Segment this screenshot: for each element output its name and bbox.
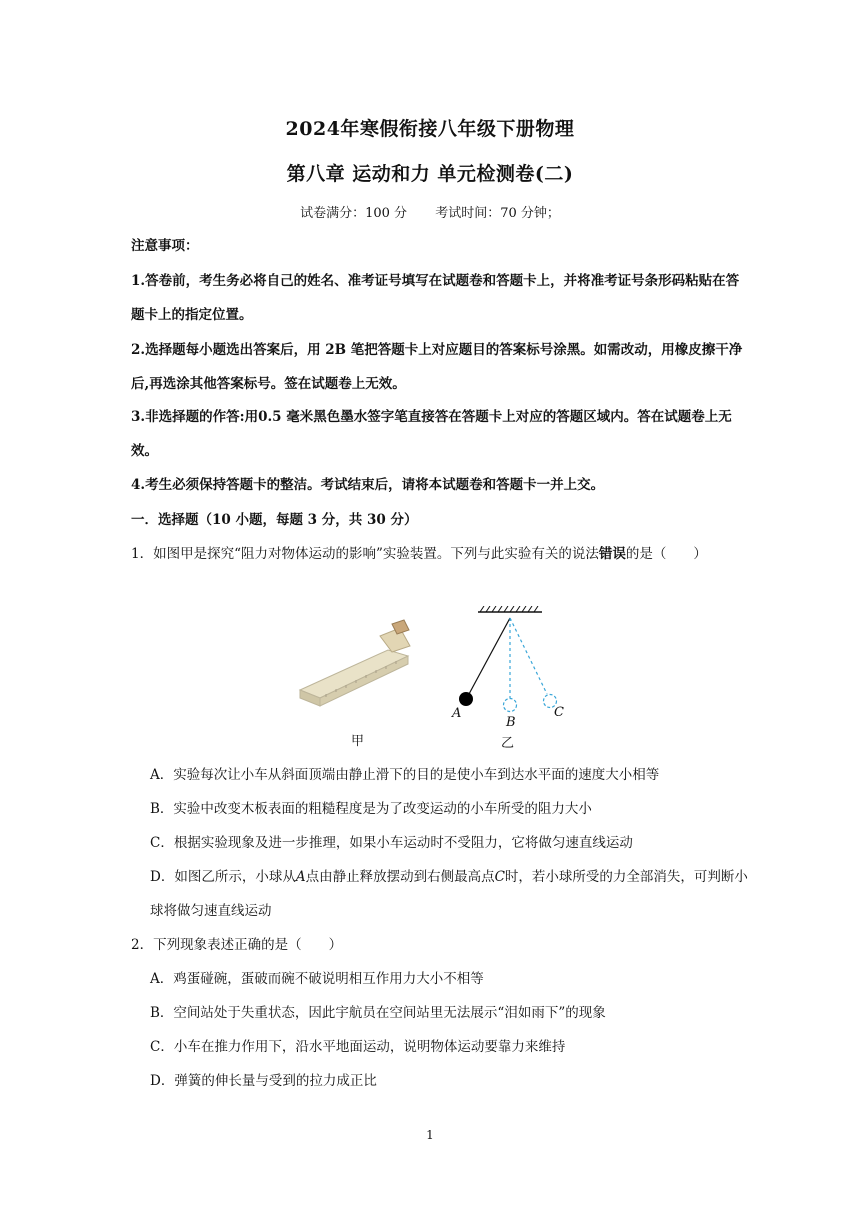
question-1-option-b: B．实验中改变木板表面的粗糙程度是为了改变运动的小车所受的阻力大小 bbox=[150, 801, 592, 817]
exam-meta bbox=[0, 202, 860, 221]
question-2-option-b: B．空间站处于失重状态，因此宇航员在空间站里无法展示“泪如雨下”的现象 bbox=[150, 1005, 606, 1021]
notice-item-1: 1.答卷前，考生务必将自己的姓名、准考证号填写在试题卷和答题卡上，并将准考证号条形码粘贴在答题卡上的指定位置。 bbox=[131, 273, 740, 323]
point-c-label: C bbox=[554, 705, 564, 720]
point-b-label: B bbox=[506, 715, 516, 730]
question-2-option-d: D．弹簧的伸长量与受到的拉力成正比 bbox=[150, 1073, 377, 1089]
chapter-title: 第八章 运动和力 单元检测卷(二) bbox=[286, 163, 574, 185]
question-2-option-c: C．小车在推力作用下，沿水平地面运动，说明物体运动要靠力来维持 bbox=[150, 1039, 566, 1055]
exam-title: 2024年寒假衔接八年级下册物理 bbox=[285, 118, 575, 140]
option-d-point-a: A bbox=[295, 869, 306, 885]
question-1-option-c: C．根据实验现象及进一步推理，如果小车运动时不受阻力，它将做匀速直线运动 bbox=[150, 835, 633, 851]
page-number: 1 bbox=[426, 1128, 434, 1142]
time-info: 考试时间：70 分钟； bbox=[435, 206, 560, 221]
point-a-label: A bbox=[452, 706, 462, 721]
notice-item-2: 2.选择题每小题选出答案后，用 2B 笔把答题卡上对应题目的答案标号涂黑。如需改动，用橡皮擦干净后,再选涂其他答案标号。签在试题卷上无效。 bbox=[131, 342, 743, 392]
question-1-stem-part2: 的是（ ） bbox=[625, 546, 707, 562]
ramp-apparatus bbox=[300, 620, 410, 706]
score-info: 试卷满分：100 分 bbox=[300, 206, 408, 221]
notice-item-4: 4.考生必须保持答题卡的整洁。考试结束后，请将本试题卷和答题卡一并上交。 bbox=[131, 477, 605, 493]
question-2-option-a: A．鸡蛋碰碗，蛋破而碗不破说明相互作用力大小不相等 bbox=[150, 971, 484, 987]
option-d-part1: D．如图乙所示，小球从 bbox=[150, 869, 296, 885]
option-d-part3: 时，若小球所受的力全部消失，可判断小球将做匀速直线运动 bbox=[150, 869, 748, 919]
figure-label-jia: 甲 bbox=[351, 734, 365, 749]
option-d-part2: 点由静止释放摆动到右侧最高点 bbox=[305, 869, 495, 885]
option-d-point-c: C bbox=[494, 869, 505, 885]
pendulum bbox=[459, 606, 557, 712]
notice-heading: 注意事项： bbox=[131, 238, 199, 254]
section-title: 一．选择题（10 小题，每题 3 分，共 30 分） bbox=[131, 512, 418, 528]
question-1-figure bbox=[296, 606, 586, 754]
question-1-option-d bbox=[150, 860, 750, 928]
figure-drawing bbox=[296, 606, 586, 754]
question-1-stem bbox=[131, 537, 751, 571]
figure-label-yi: 乙 bbox=[501, 736, 515, 751]
question-2-stem: 2．下列现象表述正确的是（ ） bbox=[131, 937, 343, 953]
question-1-emphasis: 错误 bbox=[598, 546, 626, 562]
notice-item-3: 3.非选择题的作答:用0.5 毫米黑色墨水签字笔直接答在答题卡上对应的答题区域内。答在试题卷上无效。 bbox=[131, 409, 732, 459]
question-1-option-a: A．实验每次让小车从斜面顶端由静止滑下的目的是使小车到达水平面的速度大小相等 bbox=[150, 767, 660, 783]
question-1-stem-part1: 1．如图甲是探究“阻力对物体运动的影响”实验装置。下列与此实验有关的说法 bbox=[131, 546, 599, 562]
